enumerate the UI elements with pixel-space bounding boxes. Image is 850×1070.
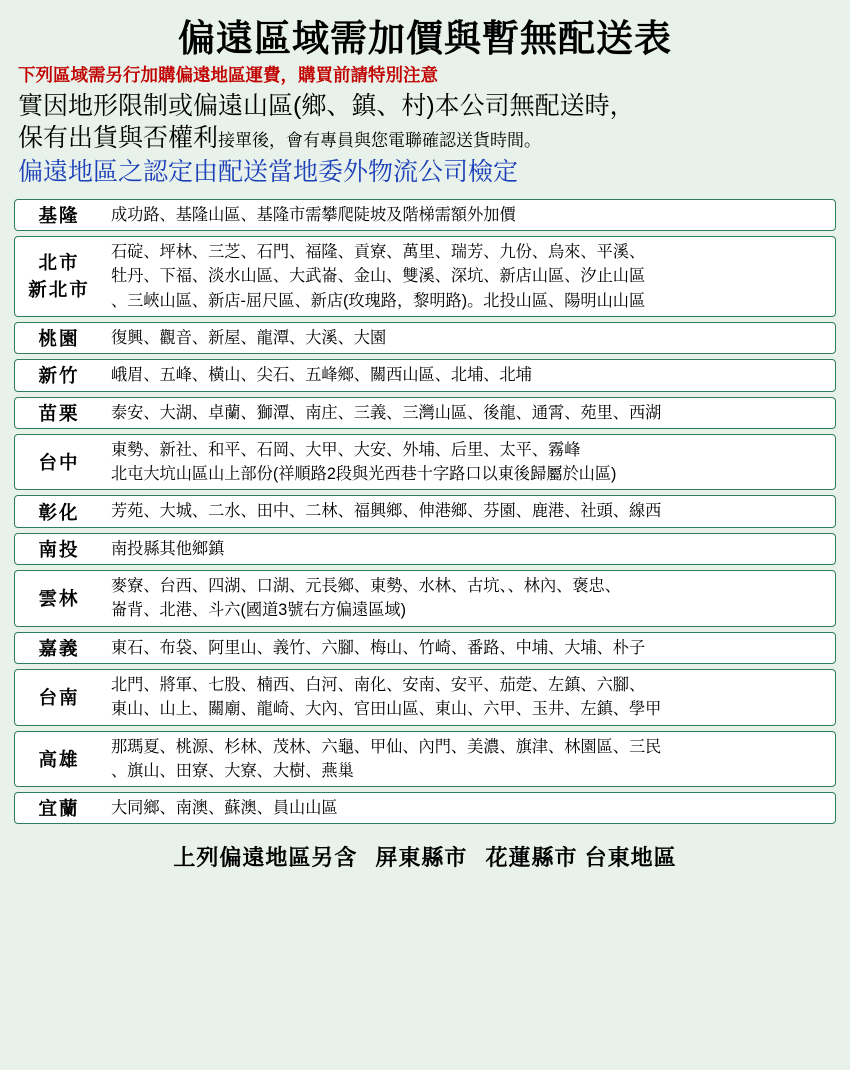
zone-area-line: 麥寮、台西、四湖、口湖、元長鄉、東勢、水林、古坑、、林內、褒忠、 [111, 577, 621, 596]
zone-area-line: 東山、山上、關廟、龍崎、大內、官田山區、東山、六甲、玉井、左鎮、學甲 [111, 700, 662, 719]
zone-area-line: 峨眉、五峰、橫山、尖石、五峰鄉、關西山區、北埔、北埔 [111, 366, 532, 385]
zone-area-line: 石碇、坪林、三芝、石門、福隆、貢寮、萬里、瑞芳、九份、烏來、平溪、 [111, 243, 646, 262]
zone-row-yunlin [14, 570, 836, 627]
zone-areas [103, 435, 835, 490]
footer-prefix: 上列偏遠地區另含 [173, 845, 358, 871]
table-row [14, 434, 836, 491]
lead-paragraph [18, 90, 836, 155]
zone-label: 苗栗 [38, 402, 80, 424]
zone-label: 宜蘭 [38, 798, 80, 820]
zone-label: 台南 [38, 687, 80, 709]
table-row [14, 792, 836, 824]
zone-areas [103, 200, 835, 230]
table-row [14, 669, 836, 726]
zone-label-part: 北市 [38, 251, 80, 273]
zone-label: 彰化 [38, 501, 80, 523]
zone-area-line: 那瑪夏、桃源、杉林、茂林、六龜、甲仙、內門、美濃、旗津、林園區、三民 [111, 737, 662, 756]
zone-row-chiayi [14, 632, 836, 664]
zone-row-yilan [14, 792, 836, 824]
zone-label-part: 新北市 [28, 278, 90, 300]
certification-note: 偏遠地區之認定由配送當地委外物流公司檢定 [18, 157, 519, 186]
zone-area-line: 、三峽山區、新店-屈尺區、新店(玫瑰路，黎明路)。北投山區、陽明山山區 [111, 291, 646, 310]
zone-label: 嘉義 [38, 637, 80, 659]
footer-item-taitung: 台東地區 [584, 845, 677, 871]
zone-area-line: 北門、將軍、七股、楠西、白河、南化、安南、安平、茄萣、左鎮、六腳、 [111, 675, 646, 694]
footer-item-hualien: 花蓮縣市 [485, 845, 578, 871]
zone-row-taichung [14, 434, 836, 491]
table-row [14, 322, 836, 354]
zone-area-line: 北屯大坑山區山上部份(祥順路2段與光西巷十字路口以東後歸屬於山區) [111, 465, 617, 484]
zone-row-tainan [14, 669, 836, 726]
zone-label: 桃園 [38, 328, 80, 350]
table-row [14, 570, 836, 627]
zone-area-line: 東石、布袋、阿里山、義竹、六腳、梅山、竹崎、番路、中埔、大埔、朴子 [111, 638, 646, 657]
zone-row-taoyuan [14, 322, 836, 354]
page-title: 偏遠區域需加價與暫無配送表 [178, 18, 672, 59]
zone-areas [103, 323, 835, 353]
zone-areas [103, 398, 835, 428]
table-row [14, 359, 836, 391]
zone-area-line: 泰安、大湖、卓蘭、獅潭、南庄、三義、三灣山區、後龍、通霄、苑里、西湖 [111, 403, 662, 422]
zone-row-changhua [14, 495, 836, 527]
zone-area-line: 東勢、新社、和平、石岡、大甲、大安、外埔、后里、太平、霧峰 [111, 440, 581, 459]
zone-area-line: 南投縣其他鄉鎮 [111, 539, 225, 558]
lead-line-1: 實因地形限制或偏遠山區(鄉、鎮、村)本公司無配送時， [18, 91, 635, 120]
zone-area-line: 復興、觀音、新屋、龍潭、大溪、大園 [111, 328, 387, 347]
zone-areas [103, 496, 835, 526]
zone-label: 雲林 [38, 588, 80, 610]
page-subtitle: 下列區域需另行加購偏遠地區運費，購買前請特別注意 [18, 64, 438, 85]
zone-areas [103, 633, 835, 663]
table-row [14, 397, 836, 429]
table-row [14, 495, 836, 527]
zone-row-miaoli [14, 397, 836, 429]
zone-areas [103, 237, 835, 316]
table-row [14, 632, 836, 664]
zone-row-keelung [14, 199, 836, 231]
zone-row-nantou [14, 533, 836, 565]
table-row [14, 731, 836, 788]
zone-row-taipei-newtaipei [14, 236, 836, 317]
zone-area-line: 、旗山、田寮、大寮、大樹、燕巢 [111, 761, 354, 780]
zone-table [14, 194, 836, 830]
lead-line-2 [18, 122, 836, 155]
footer-item-pingtung: 屏東縣市 [375, 845, 468, 871]
zone-row-kaohsiung [14, 731, 836, 788]
zone-label: 基隆 [38, 204, 80, 226]
zone-areas [103, 571, 835, 626]
lead-line-2-note: 接單後，會有專員與您電聯確認送貨時間。 [218, 131, 542, 151]
zone-areas [103, 793, 835, 823]
zone-label: 新竹 [38, 365, 80, 387]
zone-area-line: 成功路、基隆山區、基隆市需攀爬陡坡及階梯需額外加價 [111, 205, 516, 224]
zone-area-line: 芳苑、大城、二水、田中、二林、福興鄉、伸港鄉、芬園、鹿港、社頭、線西 [111, 502, 662, 521]
zone-areas [103, 360, 835, 390]
table-row [14, 533, 836, 565]
table-row [14, 236, 836, 317]
zone-area-line: 大同鄉、南澳、蘇澳、員山山區 [111, 799, 338, 818]
lead-line-2-main: 保有出貨與否權利 [18, 124, 219, 153]
zone-label: 台中 [38, 452, 80, 474]
zone-label [15, 237, 103, 316]
zone-label: 南投 [38, 538, 80, 560]
zone-areas [103, 670, 835, 725]
zone-row-hsinchu [14, 359, 836, 391]
footer-note [14, 841, 836, 872]
zone-label: 高雄 [38, 748, 80, 770]
zone-area-line: 崙背、北港、斗六(國道3號右方偏遠區域) [111, 601, 406, 620]
table-row [14, 199, 836, 231]
zone-area-line: 牡丹、下福、淡水山區、大武崙、金山、雙溪、深坑、新店山區、汐止山區 [111, 267, 646, 286]
zone-areas [103, 732, 835, 787]
zone-areas [103, 534, 835, 564]
